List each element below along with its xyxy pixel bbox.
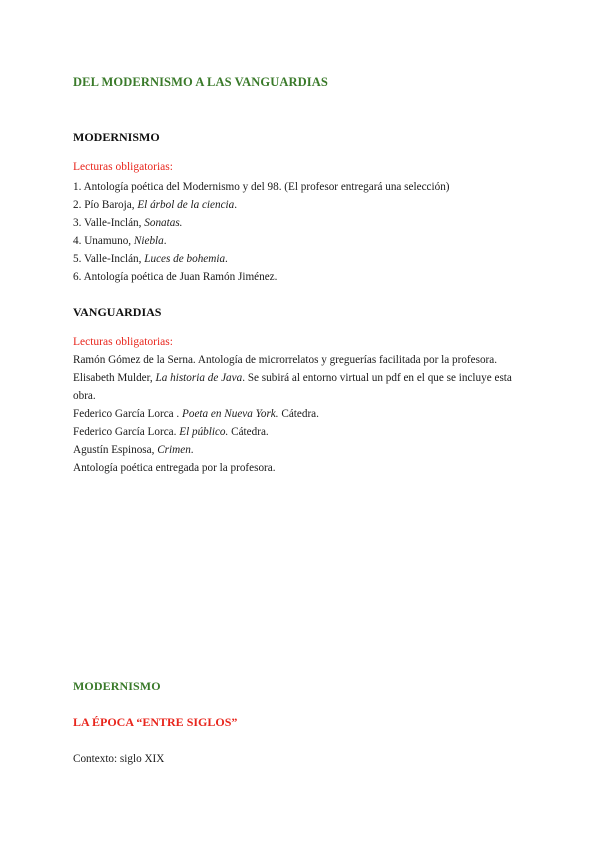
- modernismo-readings-label: Lecturas obligatorias:: [73, 161, 173, 173]
- vanguardias-heading: VANGUARDIAS: [73, 305, 162, 319]
- reading-item: 5. Valle-Inclán, Luces de bohemia.: [73, 253, 228, 265]
- reading-item: obra.: [73, 390, 96, 402]
- modernismo-heading: MODERNISMO: [73, 130, 160, 144]
- section2-heading: MODERNISMO: [73, 679, 161, 693]
- reading-item: Ramón Gómez de la Serna. Antología de microrrelatos y greguerías facilitada por la profesora.: [73, 354, 498, 366]
- reading-item: 4. Unamuno, Niebla.: [73, 235, 167, 247]
- reading-item: 2. Pío Baroja, El árbol de la ciencia.: [73, 199, 238, 211]
- reading-item: 3. Valle-Inclán, Sonatas.: [73, 217, 183, 229]
- reading-item: Federico García Lorca . Poeta en Nueva York. Cátedra.: [73, 408, 319, 420]
- reading-item: Agustín Espinosa, Crimen.: [73, 444, 194, 456]
- vanguardias-reading-list: [73, 351, 512, 477]
- vanguardias-readings-label: Lecturas obligatorias:: [73, 336, 173, 348]
- section2-subheading: LA ÉPOCA “ENTRE SIGLOS”: [73, 715, 238, 729]
- reading-item: Antología poética entregada por la profesora.: [73, 462, 276, 474]
- modernismo-reading-list: [73, 178, 450, 286]
- document-title: DEL MODERNISMO A LAS VANGUARDIAS: [73, 75, 328, 89]
- reading-item: Federico García Lorca. El público. Cátedra.: [73, 426, 269, 438]
- reading-item: 6. Antología poética de Juan Ramón Jiménez.: [73, 271, 278, 283]
- reading-item: Elisabeth Mulder, La historia de Java. Se subirá al entorno virtual un pdf en el que se incluye esta: [73, 372, 512, 384]
- reading-item: 1. Antología poética del Modernismo y del 98. (El profesor entregará una selección): [73, 181, 450, 193]
- context-line: Contexto: siglo XIX: [73, 753, 165, 765]
